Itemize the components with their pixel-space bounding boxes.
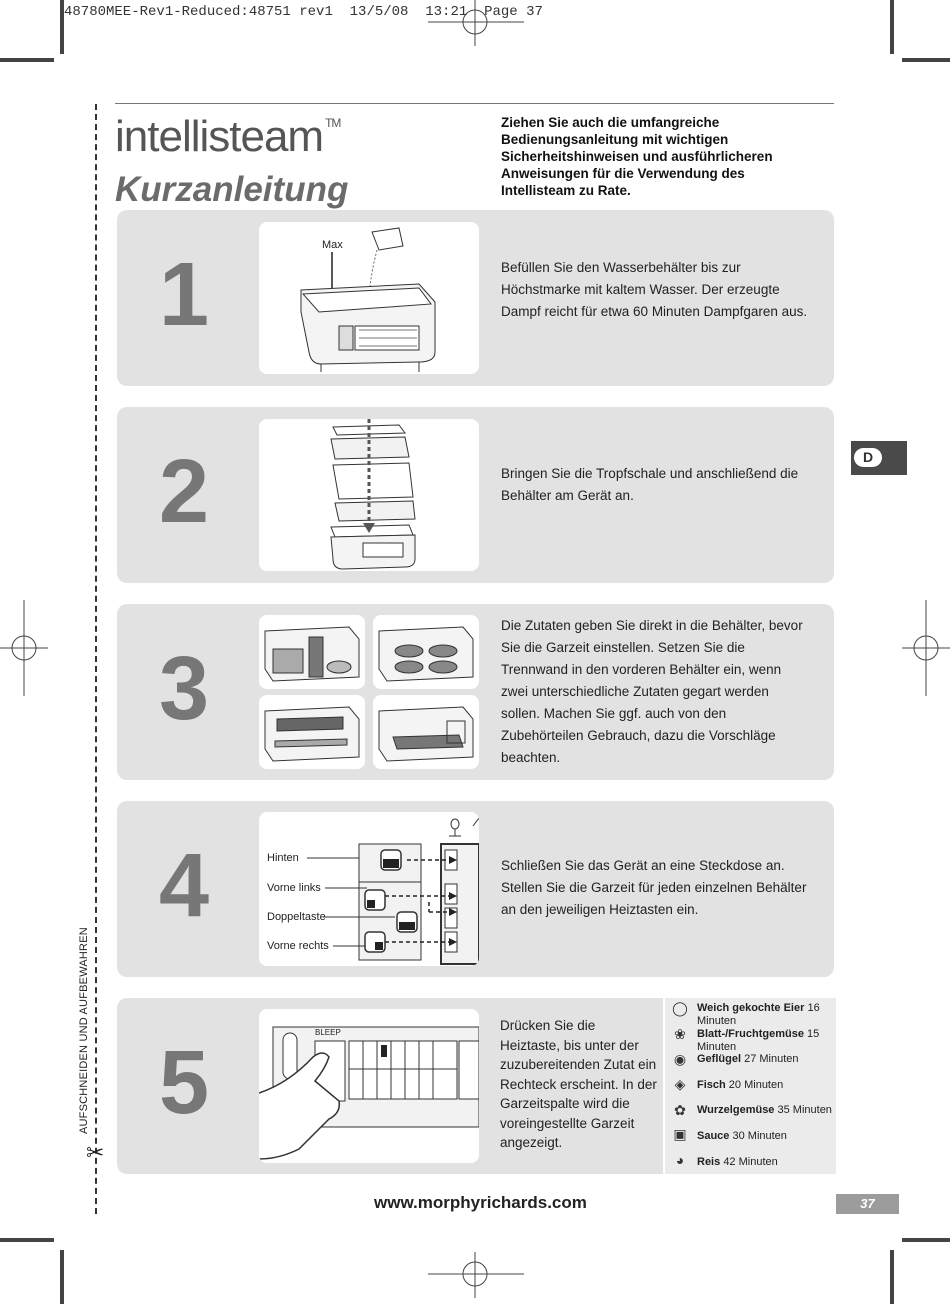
step-panel-4 bbox=[117, 801, 834, 977]
crop-mark bbox=[890, 1250, 894, 1304]
step-number: 5 bbox=[159, 1033, 210, 1133]
jar-icon: ▣ bbox=[673, 1126, 687, 1142]
page-number: 37 bbox=[836, 1194, 899, 1214]
food-name: Reis bbox=[697, 1156, 721, 1168]
step-number: 2 bbox=[159, 442, 210, 542]
step-illustration bbox=[259, 419, 479, 571]
food-name: Fisch bbox=[697, 1079, 726, 1091]
crop-mark bbox=[890, 0, 894, 54]
carrot-icon: ✿ bbox=[674, 1102, 686, 1118]
label-front-right: Vorne rechts bbox=[267, 940, 329, 952]
egg-icon: ◯ bbox=[672, 1000, 688, 1016]
crop-mark bbox=[902, 1238, 950, 1242]
assembly-illustration bbox=[259, 419, 479, 571]
step-text: Befüllen Sie den Wasserbehälter bis zur Höchstmarke mit kaltem Wasser. Der erzeugte Dampf reicht für etwa 60 Minuten Dampfgaren aus. bbox=[501, 260, 808, 319]
step-number: 4 bbox=[159, 836, 210, 936]
step-illustration bbox=[259, 1009, 479, 1163]
crop-mark bbox=[60, 1250, 64, 1304]
step-panel-2 bbox=[117, 407, 834, 583]
poultry-icon: ◉ bbox=[673, 1051, 687, 1067]
intro-text: Ziehen Sie auch die umfangreiche Bedienungsanleitung mit wichtigen Sicherheitshinweisen und ausführlicheren Anweisungen für die Verwendung des Intellisteam zu Rate. bbox=[501, 115, 773, 198]
food-name: Sauce bbox=[697, 1130, 730, 1142]
label-front-left: Vorne links bbox=[267, 882, 321, 894]
food-time: 30 Minuten bbox=[732, 1130, 787, 1142]
food-time: 20 Minuten bbox=[728, 1079, 784, 1091]
logo-text: intellisteam bbox=[115, 112, 324, 161]
step-panel-1 bbox=[117, 210, 834, 386]
max-label: Max bbox=[322, 239, 343, 251]
crop-mark bbox=[0, 58, 54, 62]
language-tab bbox=[851, 441, 907, 475]
step-illustration-d bbox=[373, 695, 479, 769]
food-item bbox=[697, 1156, 835, 1169]
step-number: 1 bbox=[159, 245, 210, 345]
food-time: 15 Minuten bbox=[697, 1028, 820, 1053]
registration-mark-bottom bbox=[428, 1252, 524, 1298]
language-code: D bbox=[854, 448, 882, 467]
food-item bbox=[697, 1028, 835, 1053]
food-item bbox=[697, 1079, 835, 1092]
food-item bbox=[697, 1002, 835, 1027]
cut-instruction: AUFSCHNEIDEN UND AUFBEWAHREN bbox=[78, 927, 90, 1134]
top-rule bbox=[115, 103, 834, 104]
label-back: Hinten bbox=[267, 852, 299, 864]
step-illustration-a bbox=[259, 615, 365, 689]
step-text: Die Zutaten geben Sie direkt in die Behälter, bevor Sie die Garzeit einstellen. Setzen Sie die Trennwand in den vorderen Behälter ein, wenn zwei unterschiedliche Zutaten gegart werden sollen. Machen Sie ggf. auch von den Zubehörteilen Gebrauch, dazu die Vorschläge beachten. bbox=[501, 618, 803, 765]
control-panel-illustration bbox=[259, 1009, 479, 1163]
food-name: Weich gekochte Eier bbox=[697, 1002, 805, 1014]
food-item bbox=[697, 1053, 835, 1066]
step-illustration bbox=[259, 222, 479, 374]
registration-mark-left bbox=[0, 600, 48, 696]
step-panel-5 bbox=[117, 998, 834, 1174]
step-illustration-b bbox=[373, 615, 479, 689]
food-item bbox=[697, 1130, 835, 1143]
step-illustration-c bbox=[259, 695, 365, 769]
food-name: Blatt-/Fruchtgemüse bbox=[697, 1028, 804, 1040]
trademark: TM bbox=[325, 116, 341, 130]
food-time: 42 Minuten bbox=[723, 1156, 778, 1168]
food-name: Wurzelgemüse bbox=[697, 1104, 775, 1116]
page-title: Kurzanleitung bbox=[115, 170, 349, 209]
website-url: www.morphyrichards.com bbox=[374, 1193, 587, 1212]
water-tank-illustration bbox=[259, 222, 479, 374]
step-text: Bringen Sie die Tropfschale und anschließend die Behälter am Gerät an. bbox=[501, 466, 799, 503]
step-illustration bbox=[259, 812, 479, 966]
bleep-label: BLEEP bbox=[315, 1028, 341, 1037]
leaf-icon: ❀ bbox=[674, 1026, 686, 1042]
crop-mark bbox=[902, 58, 950, 62]
label-double-key: Doppeltaste bbox=[267, 911, 326, 923]
step-panel-3 bbox=[117, 604, 834, 780]
food-time: 16 Minuten bbox=[697, 1002, 820, 1027]
food-time: 35 Minuten bbox=[777, 1104, 832, 1116]
registration-mark-right bbox=[902, 600, 950, 696]
crop-mark bbox=[0, 1238, 54, 1242]
intellisteam-logo bbox=[115, 112, 340, 162]
cooking-times-table bbox=[663, 998, 836, 1174]
step-text: Schließen Sie das Gerät an eine Steckdose an. Stellen Sie die Garzeit für jeden einzelnen Behälter an den jeweiligen Heiztasten ein. bbox=[501, 858, 807, 917]
step-text: Drücken Sie die Heiztaste, bis unter der zuzubereitenden Zutat ein Rechteck erscheint. In der Garzeitspalte wird die voreingestellte Garzeit angezeigt. bbox=[500, 1018, 657, 1150]
cut-line bbox=[95, 104, 97, 1214]
food-item bbox=[697, 1104, 835, 1117]
rice-bowl-icon: ◕ bbox=[675, 1152, 685, 1168]
fish-icon: ◈ bbox=[674, 1076, 686, 1092]
step-number: 3 bbox=[159, 639, 210, 739]
scissors-icon: ✂ bbox=[86, 1140, 105, 1165]
food-name: Geflügel bbox=[697, 1053, 742, 1065]
print-slug: 48780MEE-Rev1-Reduced:48751 rev1 13/5/08 13:21 Page 37 bbox=[64, 4, 543, 20]
food-time: 27 Minuten bbox=[744, 1053, 799, 1065]
